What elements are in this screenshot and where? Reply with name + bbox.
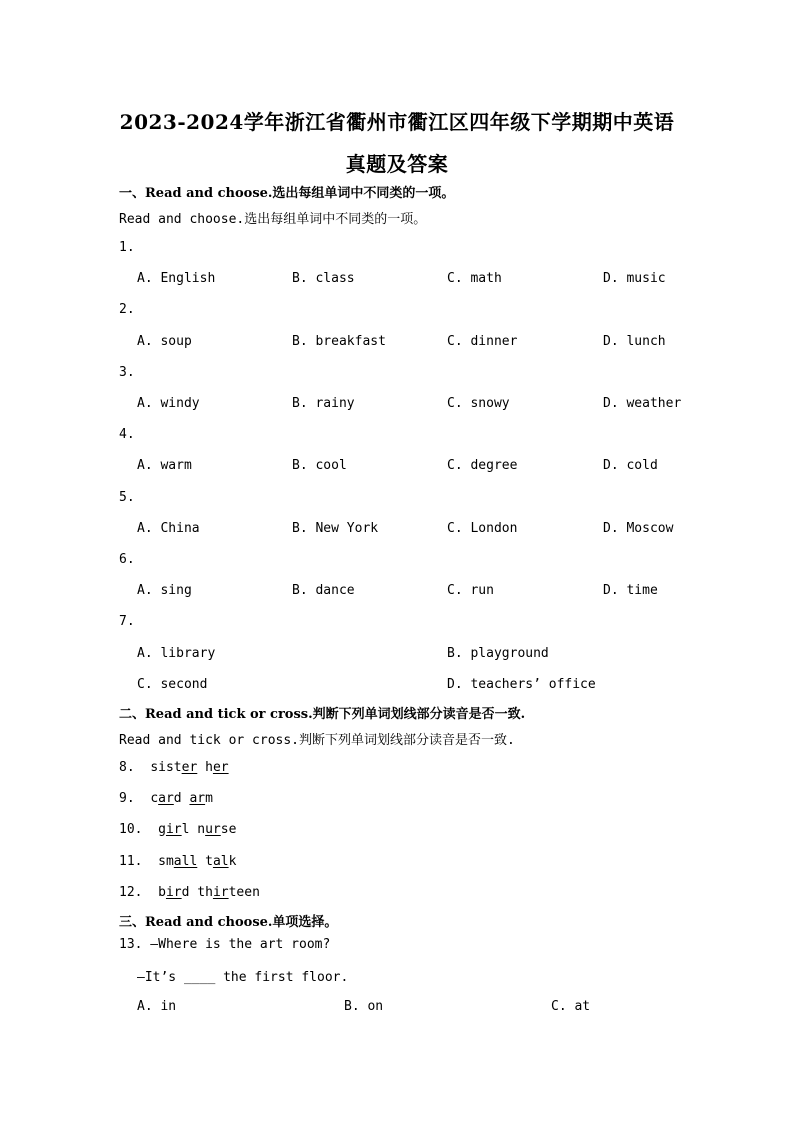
answer-text: —It’s ____ the first floor. xyxy=(137,970,349,985)
option: C. London xyxy=(447,521,518,536)
list-item xyxy=(119,760,229,775)
section1-heading: 一、Read and choose.选出每组单词中不同类的一项。 xyxy=(119,186,455,201)
option: B. playground xyxy=(447,646,549,661)
word: nurse xyxy=(197,822,237,837)
question-number: 6. xyxy=(119,552,135,567)
option: B. dance xyxy=(292,583,355,598)
page-title-line1: 2023-2024学年浙江省衢州市衢江区四年级下学期期中英语 xyxy=(119,110,675,134)
word: her xyxy=(205,760,229,775)
option: D. time xyxy=(603,583,658,598)
section2-heading: 二、Read and tick or cross.判断下列单词划线部分读音是否一致. xyxy=(119,707,526,722)
option: A. soup xyxy=(137,334,192,349)
section2-instruction: Read and tick or cross.判断下列单词划线部分读音是否一致. xyxy=(119,733,515,748)
list-item xyxy=(119,822,236,837)
question-number: 5. xyxy=(119,490,135,505)
word: talk xyxy=(205,854,237,869)
option: A. windy xyxy=(137,396,200,411)
word: small xyxy=(158,854,198,869)
option: C. second xyxy=(137,677,208,692)
word: arm xyxy=(189,791,213,806)
option: C. degree xyxy=(447,458,518,473)
option: A. in xyxy=(137,999,177,1014)
option: B. class xyxy=(292,271,355,286)
option: A. English xyxy=(137,271,216,286)
option: A. warm xyxy=(137,458,192,473)
section1-instruction: Read and choose.选出每组单词中不同类的一项。 xyxy=(119,212,427,227)
option: B. on xyxy=(344,999,384,1014)
word: sister xyxy=(150,760,198,775)
list-item xyxy=(119,885,260,900)
word: bird xyxy=(158,885,190,900)
word: thirteen xyxy=(197,885,260,900)
option: D. cold xyxy=(603,458,658,473)
question-number: 2. xyxy=(119,302,135,317)
option: D. lunch xyxy=(603,334,666,349)
list-item xyxy=(119,854,236,869)
option: A. sing xyxy=(137,583,192,598)
item-number: 10. xyxy=(119,822,143,837)
option: B. cool xyxy=(292,458,347,473)
item-number: 9. xyxy=(119,791,135,806)
option: B. rainy xyxy=(292,396,355,411)
word: card xyxy=(150,791,182,806)
word: girl xyxy=(158,822,190,837)
option: D. music xyxy=(603,271,666,286)
option: C. math xyxy=(447,271,502,286)
item-number: 11. xyxy=(119,854,143,869)
section3-heading: 三、Read and choose.单项选择。 xyxy=(119,915,338,930)
option: B. New York xyxy=(292,521,379,536)
option: D. weather xyxy=(603,396,682,411)
option: C. at xyxy=(551,999,591,1014)
option: C. snowy xyxy=(447,396,510,411)
option: A. library xyxy=(137,646,216,661)
question-number: 3. xyxy=(119,365,135,380)
item-number: 8. xyxy=(119,760,135,775)
question-number: 1. xyxy=(119,240,135,255)
option: C. run xyxy=(447,583,494,598)
option: D. teachers’ office xyxy=(447,677,596,692)
question-number: 4. xyxy=(119,427,135,442)
option: A. China xyxy=(137,521,200,536)
option: C. dinner xyxy=(447,334,518,349)
option: B. breakfast xyxy=(292,334,386,349)
list-item xyxy=(119,791,213,806)
item-number: 12. xyxy=(119,885,143,900)
question-text: 13. —Where is the art room? xyxy=(119,937,331,952)
page-title-line2: 真题及答案 xyxy=(345,152,449,176)
question-number: 7. xyxy=(119,614,135,629)
option: D. Moscow xyxy=(603,521,674,536)
